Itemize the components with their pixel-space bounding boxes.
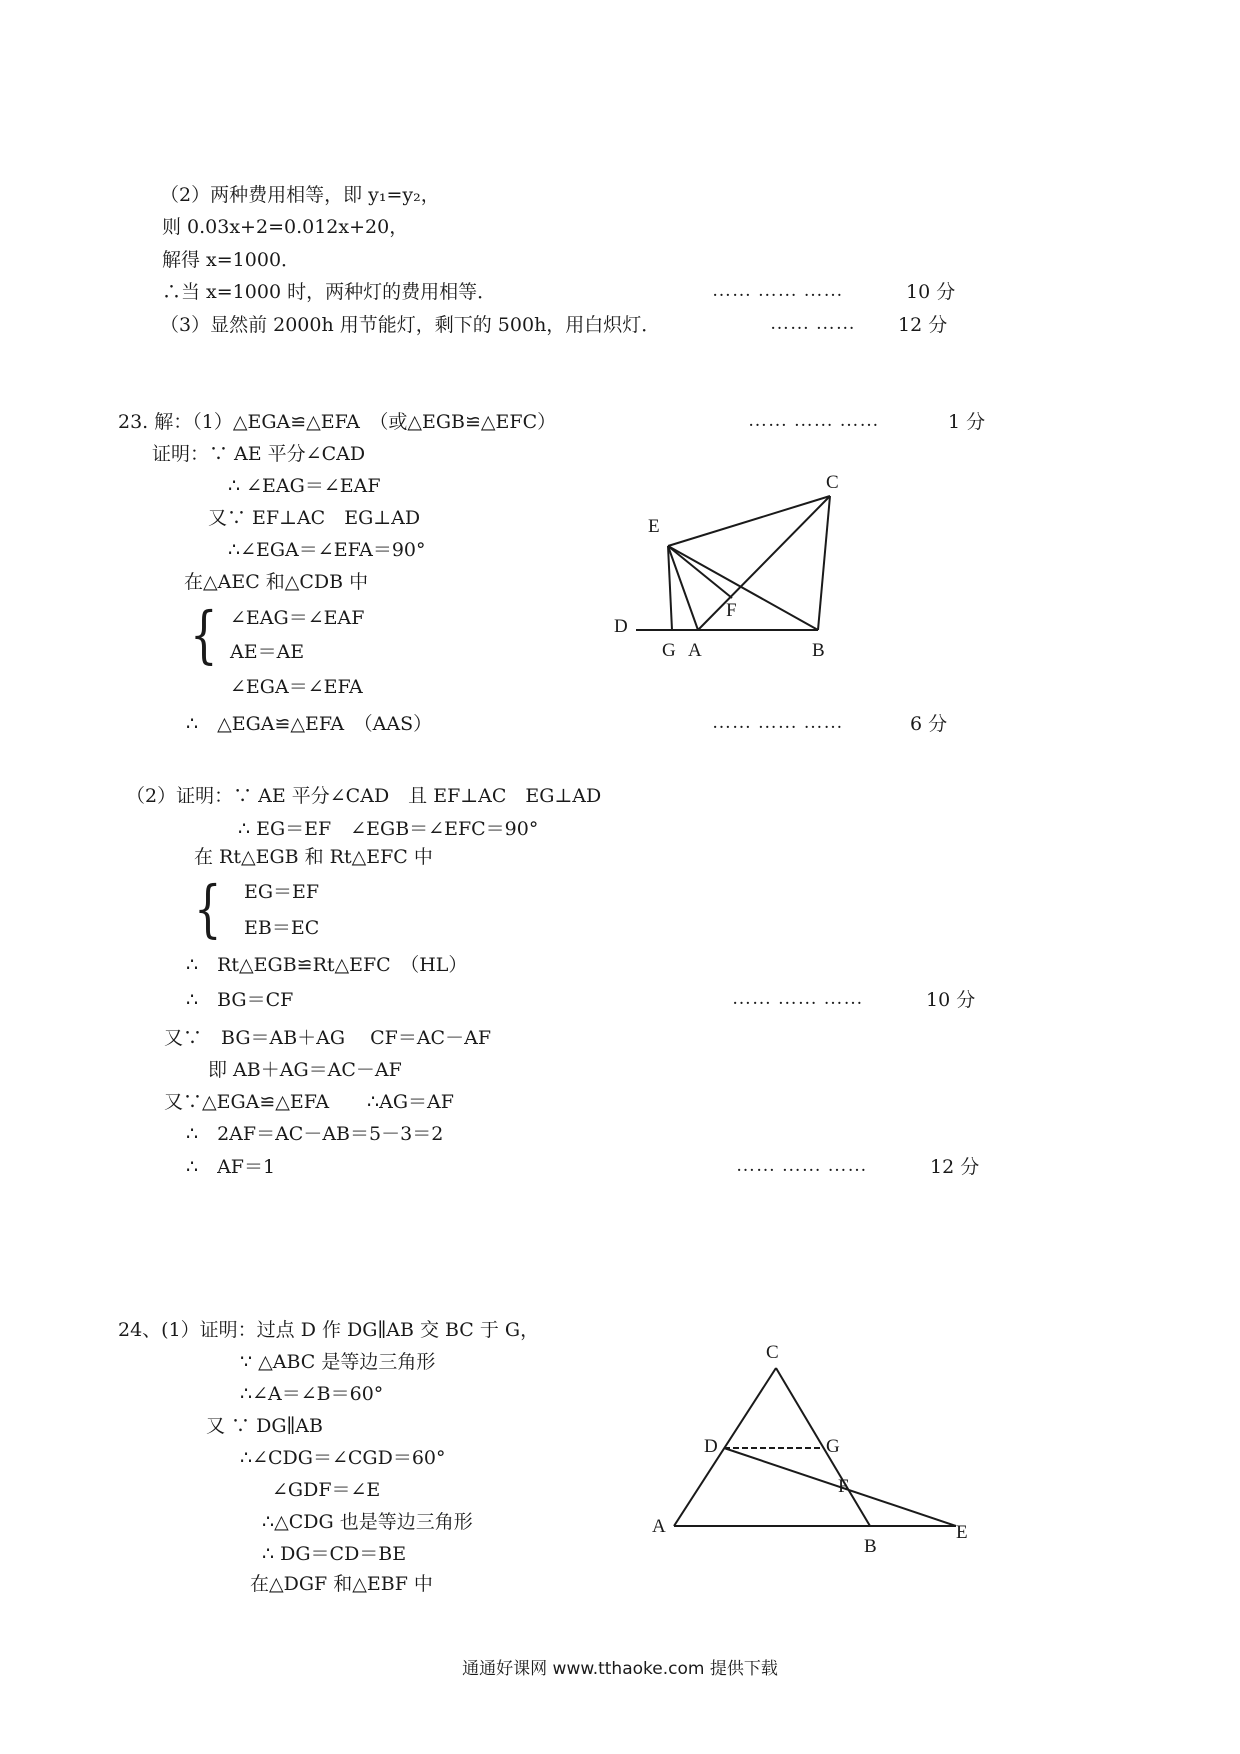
q23-p2-line-2: ∴ EG＝EF ∠EGB＝∠EFC＝90°: [238, 818, 539, 840]
q23-line-6: 在△AEC 和△CDB 中: [184, 571, 369, 593]
q24-label-C: C: [766, 1342, 779, 1363]
q23-p2-line-8: 又∵△EGA≌△EFA ∴AG＝AF: [164, 1091, 454, 1113]
q23-p2-line-4: ∴ Rt△EGB≌Rt△EFC （HL）: [186, 954, 468, 976]
q23-label-F: F: [726, 600, 737, 621]
q23-p2-line-9: ∴ 2AF＝AC－AB＝5－3＝2: [186, 1123, 444, 1145]
q23-label-D: D: [614, 616, 628, 637]
q23-line-EB: [668, 546, 818, 630]
q23-p2-line-1: （2）证明：∵ AE 平分∠CAD 且 EF⊥AC EG⊥AD: [126, 785, 602, 807]
q24-line-9: 在△DGF 和△EBF 中: [250, 1573, 433, 1595]
q22-line-5-score: 12 分: [898, 314, 948, 336]
q23-line-5: ∴∠EGA＝∠EFA＝90°: [228, 539, 426, 561]
q24-label-F: F: [838, 1476, 849, 1497]
q23-p2-line-5-score: 10 分: [926, 989, 976, 1011]
q23-line-1: 23. 解：（1）△EGA≌△EFA （或△EGB≌△EFC）: [118, 411, 557, 433]
q24-label-A: A: [652, 1516, 666, 1537]
q22-line-3: 解得 x=1000．: [162, 249, 301, 271]
q23-line-7: ∴ △EGA≌△EFA （AAS）: [186, 713, 433, 735]
q23-line-7-dots: …… …… ……: [712, 712, 844, 733]
q23-line-1-dots: …… …… ……: [748, 410, 880, 431]
q24-line-8: ∴ DG＝CD＝BE: [262, 1543, 407, 1565]
q23-p2-line-5: ∴ BG＝CF: [186, 989, 294, 1011]
q23-p2-brace-line-1: EG＝EF: [244, 881, 320, 903]
q24-line-4: 又 ∵ DG∥AB: [206, 1415, 323, 1437]
q24-line-7: ∴△CDG 也是等边三角形: [262, 1511, 473, 1533]
q23-line-7-score: 6 分: [910, 713, 948, 735]
q24-line-2: ∵ △ABC 是等边三角形: [240, 1351, 436, 1373]
q23-p2-line-10-dots: …… …… ……: [736, 1155, 868, 1176]
q23-label-B: B: [812, 640, 825, 661]
q23-p2-line-10-score: 12 分: [930, 1156, 980, 1178]
q23-line-3: ∴ ∠EAG＝∠EAF: [228, 475, 381, 497]
q24-line-1: 24、(1）证明：过点 D 作 DG∥AB 交 BC 于 G，: [118, 1319, 540, 1341]
q24-label-B: B: [864, 1536, 877, 1557]
q23-figure: [600, 464, 920, 664]
q22-line-2: 则 0.03x+2=0.012x+20，: [162, 216, 409, 238]
q23-brace-line-3: ∠EGA＝∠EFA: [230, 676, 363, 698]
q24-label-G: G: [826, 1436, 840, 1457]
q23-p2-brace-line-2: EB＝EC: [244, 917, 320, 939]
q22-line-5-dots: …… ……: [770, 313, 856, 334]
q22-line-4-score: 10 分: [906, 281, 956, 303]
q22-line-1: （2）两种费用相等，即 y₁=y₂，: [160, 184, 440, 206]
q23-line-4: 又∵ EF⊥AC EG⊥AD: [208, 507, 421, 529]
q24-line-6: ∠GDF＝∠E: [272, 1479, 381, 1501]
q23-p2-line-6: 又∵ BG＝AB＋AG CF＝AC－AF: [164, 1027, 491, 1049]
q23-label-E: E: [648, 516, 660, 537]
q23-brace-line-1: ∠EAG＝∠EAF: [230, 607, 365, 629]
q23-brace: {: [190, 598, 218, 671]
q23-p2-brace: {: [194, 872, 222, 945]
q22-line-4: ∴当 x=1000 时，两种灯的费用相等．: [162, 281, 497, 303]
q23-p2-line-7: 即 AB＋AG＝AC－AF: [208, 1059, 402, 1081]
q23-line-CB: [818, 496, 830, 630]
q24-line-5: ∴∠CDG＝∠CGD＝60°: [240, 1447, 446, 1469]
q23-label-C: C: [826, 472, 839, 493]
q23-p2-line-5-dots: …… …… ……: [732, 988, 864, 1009]
page-footer: 通通好课网 www.tthaoke.com 提供下载: [462, 1659, 778, 1679]
q23-label-G: G: [662, 640, 676, 661]
q23-line-EG: [668, 546, 672, 630]
q24-label-D: D: [704, 1436, 718, 1457]
q24-line-3: ∴∠A＝∠B＝60°: [240, 1383, 384, 1405]
q23-p2-line-10: ∴ AF＝1: [186, 1156, 276, 1178]
q24-figure: [640, 1336, 970, 1566]
q23-line-1-score: 1 分: [948, 411, 986, 433]
q23-label-A: A: [688, 640, 702, 661]
q22-line-4-dots: …… …… ……: [712, 280, 844, 301]
q23-line-2: 证明：∵ AE 平分∠CAD: [152, 443, 366, 465]
q22-line-5: （3）显然前 2000h 用节能灯，剩下的 500h，用白炽灯．: [160, 314, 661, 336]
q24-label-E: E: [956, 1522, 968, 1543]
q23-brace-line-2: AE＝AE: [230, 641, 305, 663]
q23-p2-line-3: 在 Rt△EGB 和 Rt△EFC 中: [194, 846, 433, 868]
